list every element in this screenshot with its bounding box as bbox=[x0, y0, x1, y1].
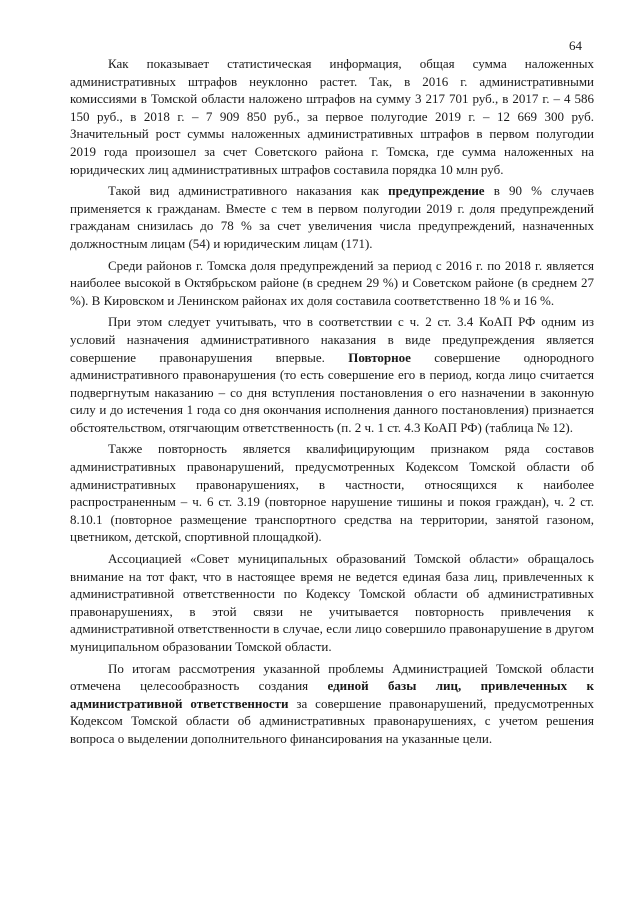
paragraph-text: в 90 % случаев применяется к гражданам. Вместе с тем в первом полугодии 2019 г. доля предупреждений гражданам снизилась до 78 % за счет увеличения числа предупреждений, назначенных должностным лицам (54) и юридическим лицам (171). bbox=[70, 183, 594, 251]
paragraph-4 bbox=[70, 313, 594, 436]
paragraph-2 bbox=[70, 182, 594, 252]
document-body bbox=[70, 55, 594, 752]
paragraph-text: Ассоциацией «Совет муниципальных образований Томской области» обращалось внимание на тот факт, что в настоящее время не ведется единая база лиц, привлеченных к административной ответственности по Кодексу Томской области об административных правонарушениях, в этой связи не учитывается повторность привлечения к административной ответственности в случае, если лицо совершило правонарушение в другом муниципальном образовании Томской области. bbox=[70, 551, 594, 654]
paragraph-text: за совершение правонарушений, предусмотренных Кодексом Томской области об административных правонарушениях, с учетом решения вопроса о выделении дополнительного финансирования на указанные цели. bbox=[70, 695, 594, 746]
paragraph-text: Также повторность является квалифицирующим признаком ряда составов административных правонарушений, предусмотренных Кодексом Томской области об административных правонарушениях, в частности, относящихся к наиболее распространенным – ч. 6 ст. 3.19 (повторное нарушение тишины и покоя граждан), ч. 2 ст. 8.10.1 (повторное размещение транспортного средства на территории, занятой газоном, цветником, детской, спортивной площадкой). bbox=[70, 441, 594, 545]
page-number: 64 bbox=[569, 38, 582, 53]
emphasis-warning: предупреждение bbox=[388, 183, 485, 199]
emphasis-repeated: Повторное bbox=[348, 349, 411, 365]
paragraph-text: При этом следует учитывать, что в соответствии с ч. 2 ст. 3.4 КоАП РФ одним из условий назначения административного наказания в виде предупреждения является совершение правонарушения впервые. bbox=[70, 314, 594, 365]
emphasis-unified-database: единой базы лиц, привлеченных к административной ответственности bbox=[70, 678, 594, 711]
paragraph-5 bbox=[70, 440, 594, 546]
paragraph-text: Такой вид административного наказания как bbox=[108, 183, 389, 199]
paragraph-1 bbox=[70, 55, 594, 178]
paragraph-text: Как показывает статистическая информация, общая сумма наложенных административных штрафов неуклонно растет. Так, в 2016 г. административными комиссиями в Томской области наложено штрафов на сумму 3 217 701 руб., в 2017 г. – 4 586 150 руб., в 2018 г. – 7 909 850 руб., за первое полугодие 2019 г. – 12 669 300 руб. Значительный рост суммы наложенных административных штрафов в первом полугодии 2019 года произошел за счет Советского района г. Томска, где сумма наложенных на юридических лиц административных штрафов составила порядка 10 млн руб. bbox=[70, 56, 594, 177]
paragraph-7 bbox=[70, 660, 594, 748]
paragraph-text: совершение однородного административного правонарушения (то есть совершение его в период, когда лицо считается подвергнутым наказанию – со дня вступления постановления о его назначении в законную силу и до истечения 1 года со дня окончания исполнения данного постановления) признается обстоятельством, отягчающим ответственность (п. 2 ч. 1 ст. 4.3 КоАП РФ) (таблица № 12). bbox=[70, 349, 594, 435]
paragraph-text: Среди районов г. Томска доля предупреждений за период с 2016 г. по 2018 г. является наиболее высокой в Октябрьском районе (в среднем 29 %) и Советском районе (в среднем 27 %). В Кировском и Ленинском районах их доля составила соответственно 18 % и 16 %. bbox=[70, 257, 594, 308]
paragraph-3 bbox=[70, 257, 594, 310]
paragraph-text: По итогам рассмотрения указанной проблемы Администрацией Томской области отмечена целесообразность создания bbox=[70, 660, 594, 694]
paragraph-6 bbox=[70, 550, 594, 656]
